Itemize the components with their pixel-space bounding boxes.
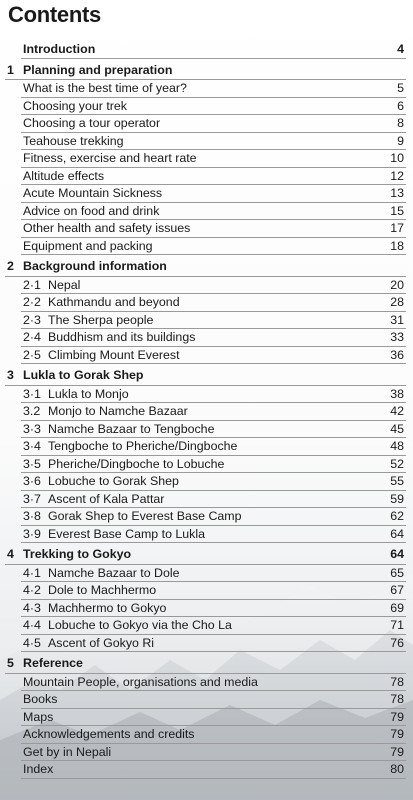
toc-entry[interactable] (0, 526, 413, 544)
page-number: 18 (390, 238, 404, 253)
section-number: 3·3 (23, 421, 41, 436)
toc-entry-label: Choosing a tour operator (23, 116, 161, 130)
toc-entry-label: Buddhism and its buildings (48, 330, 196, 344)
toc-entry[interactable] (0, 691, 413, 709)
section-number: 2·2 (23, 295, 41, 309)
page-number: 6 (397, 98, 404, 113)
page-number: 67 (390, 583, 404, 597)
toc-entry[interactable] (0, 421, 413, 439)
toc-entry[interactable] (0, 600, 413, 618)
toc-entry[interactable] (0, 115, 413, 133)
toc-entry[interactable] (0, 491, 413, 509)
toc-entry[interactable] (0, 329, 413, 347)
page-number: 65 (390, 565, 404, 580)
page-number: 76 (390, 635, 404, 650)
toc-entry-label: Lukla to Monjo (48, 386, 129, 401)
page-number: 10 (390, 151, 404, 165)
toc-entry-label: Altitude effects (23, 168, 105, 183)
toc-entry[interactable] (0, 294, 413, 312)
toc-entry-label: Lobuche to Gokyo via the Cho La (48, 618, 232, 632)
page-number: 12 (390, 168, 404, 183)
toc-entry[interactable] (0, 403, 413, 421)
toc-entry-label: Everest Base Camp to Lukla (48, 526, 206, 541)
toc-entry-label: Maps (23, 709, 54, 724)
page-number: 8 (397, 116, 404, 130)
toc-entry-label: Ascent of Kala Pattar (48, 491, 165, 506)
toc-entry-label: Mountain People, organisations and media (23, 674, 258, 689)
section-number: 4·1 (23, 565, 41, 580)
page-number: 79 (390, 709, 404, 724)
page-number: 17 (390, 221, 404, 235)
page-number: 59 (390, 491, 404, 506)
page-number: 78 (390, 692, 404, 706)
toc-entry[interactable] (0, 80, 413, 98)
toc-entry[interactable] (0, 347, 413, 365)
page-number: 20 (390, 277, 404, 292)
toc-entry-label: Choosing your trek (23, 98, 127, 113)
toc-entry-label: Climbing Mount Everest (48, 347, 180, 362)
toc-entry[interactable] (0, 674, 413, 692)
toc-entry[interactable] (0, 386, 413, 404)
toc-entry[interactable] (0, 238, 413, 256)
section-number: 4·3 (23, 600, 41, 615)
toc-entry-introduction[interactable] (0, 41, 413, 59)
section-number: 3·6 (23, 474, 41, 488)
page-number: 62 (390, 509, 404, 523)
row-divider (21, 651, 406, 652)
toc-entry-label: Kathmandu and beyond (48, 295, 180, 309)
page-number: 79 (390, 744, 404, 759)
toc-entry[interactable] (0, 709, 413, 727)
page-number: 55 (390, 474, 404, 488)
toc-entry-label: Lobuche to Gorak Shep (48, 474, 179, 488)
chapter-number: 5 (7, 656, 14, 670)
page-number: 45 (390, 421, 404, 436)
row-divider (21, 542, 406, 543)
toc-entry[interactable] (0, 277, 413, 295)
section-number: 3·1 (23, 386, 41, 401)
toc-entry-label: Acknowledgements and credits (23, 727, 195, 741)
section-number: 3.2 (23, 404, 41, 418)
section-number: 3·7 (23, 491, 41, 506)
section-number: 2·5 (23, 347, 41, 362)
section-number: 4·4 (23, 618, 41, 632)
page-number: 52 (390, 456, 404, 471)
row-divider (21, 254, 406, 255)
toc-entry-label: Get by in Nepali (23, 744, 112, 759)
toc-entry-label: Other health and safety issues (23, 221, 191, 235)
toc-entry-label: Tengboche to Pheriche/Dingboche (48, 439, 238, 453)
page-number: 42 (390, 404, 404, 418)
toc-entry[interactable] (0, 456, 413, 474)
toc-entry[interactable] (0, 565, 413, 583)
toc-entry[interactable] (0, 744, 413, 762)
page-number: 78 (390, 674, 404, 689)
toc-chapter-heading[interactable] (0, 655, 413, 674)
section-number: 2·4 (23, 330, 41, 344)
toc-entry-label: Machhermo to Gokyo (48, 600, 167, 615)
toc-entry-label: Namche Bazaar to Tengboche (48, 421, 215, 436)
toc-entry-label: Lukla to Gorak Shep (23, 368, 144, 382)
page-number: 36 (390, 347, 404, 362)
toc-entry-label: Ascent of Gokyo Ri (48, 635, 155, 650)
toc-entry-label: Advice on food and drink (23, 203, 160, 218)
section-number: 2·1 (23, 277, 41, 292)
toc-entry-label: Nepal (48, 277, 81, 292)
toc-entry[interactable] (0, 185, 413, 203)
toc-chapter-heading[interactable] (0, 367, 413, 386)
toc-entry-label: What is the best time of year? (23, 81, 187, 95)
toc-entry-label: Pheriche/Dingboche to Lobuche (48, 456, 225, 471)
toc-chapter-heading[interactable] (0, 546, 413, 565)
toc-entry[interactable] (0, 761, 413, 779)
section-number: 4·5 (23, 635, 41, 650)
toc-entry[interactable] (0, 98, 413, 116)
page-number: 9 (397, 133, 404, 148)
toc-entry-label: Reference (23, 656, 83, 670)
page-number: 15 (390, 203, 404, 218)
toc-entry-label: Namche Bazaar to Dole (48, 565, 180, 580)
chapter-number: 2 (7, 259, 14, 273)
section-number: 4·2 (23, 583, 41, 597)
page-number: 69 (390, 600, 404, 615)
page-title: Contents (8, 2, 101, 27)
page-number: 31 (390, 312, 404, 327)
section-number: 3·9 (23, 526, 41, 541)
toc-chapter-heading[interactable] (0, 258, 413, 277)
toc-entry-label: Acute Mountain Sickness (23, 186, 163, 200)
chapter-number: 1 (7, 62, 14, 77)
toc-entry-label: Fitness, exercise and heart rate (23, 151, 197, 165)
toc-entry[interactable] (0, 438, 413, 456)
toc-entry-label: Index (23, 762, 54, 776)
toc-entry-label: Gorak Shep to Everest Base Camp (48, 509, 242, 523)
page-number: 64 (390, 547, 404, 561)
toc-entry-label: Dole to Machhermo (48, 583, 157, 597)
toc-entry[interactable] (0, 726, 413, 744)
chapter-number: 3 (7, 368, 14, 382)
toc-entry[interactable] (0, 150, 413, 168)
page-number: 4 (397, 42, 404, 56)
table-of-contents (0, 41, 413, 779)
page-number: 48 (390, 439, 404, 453)
toc-entry-label: Trekking to Gokyo (23, 547, 132, 561)
section-number: 3·4 (23, 439, 41, 453)
page-number: 38 (390, 386, 404, 401)
toc-entry[interactable] (0, 168, 413, 186)
toc-entry[interactable] (0, 203, 413, 221)
section-number: 3·5 (23, 456, 41, 471)
toc-entry-label: Teahouse trekking (23, 133, 124, 148)
toc-entry-label: The Sherpa people (48, 312, 154, 327)
page-number: 28 (390, 295, 404, 309)
toc-entry-label: Monjo to Namche Bazaar (48, 404, 188, 418)
toc-entry[interactable] (0, 220, 413, 238)
toc-entry[interactable] (0, 617, 413, 635)
page-number: 64 (390, 526, 404, 541)
page-number: 13 (390, 186, 404, 200)
row-divider (21, 778, 406, 779)
toc-entry-label: Introduction (23, 42, 96, 56)
page-number: 5 (397, 81, 404, 95)
toc-entry[interactable] (0, 582, 413, 600)
toc-entry[interactable] (0, 508, 413, 526)
section-number: 2·3 (23, 312, 41, 327)
toc-entry-label: Background information (23, 259, 167, 273)
page-number: 80 (390, 762, 404, 776)
toc-entry[interactable] (0, 312, 413, 330)
chapter-number: 4 (7, 547, 14, 561)
toc-entry[interactable] (0, 473, 413, 491)
page-number: 33 (390, 330, 404, 344)
toc-chapter-heading[interactable] (0, 62, 413, 81)
toc-entry[interactable] (0, 635, 413, 653)
page-number: 71 (390, 618, 404, 632)
section-number: 3·8 (23, 509, 41, 523)
row-divider (21, 363, 406, 364)
toc-entry-label: Planning and preparation (23, 62, 173, 77)
toc-entry-label: Equipment and packing (23, 238, 153, 253)
row-divider (21, 58, 406, 59)
toc-entry-label: Books (23, 692, 58, 706)
page-number: 79 (390, 727, 404, 741)
toc-entry[interactable] (0, 133, 413, 151)
